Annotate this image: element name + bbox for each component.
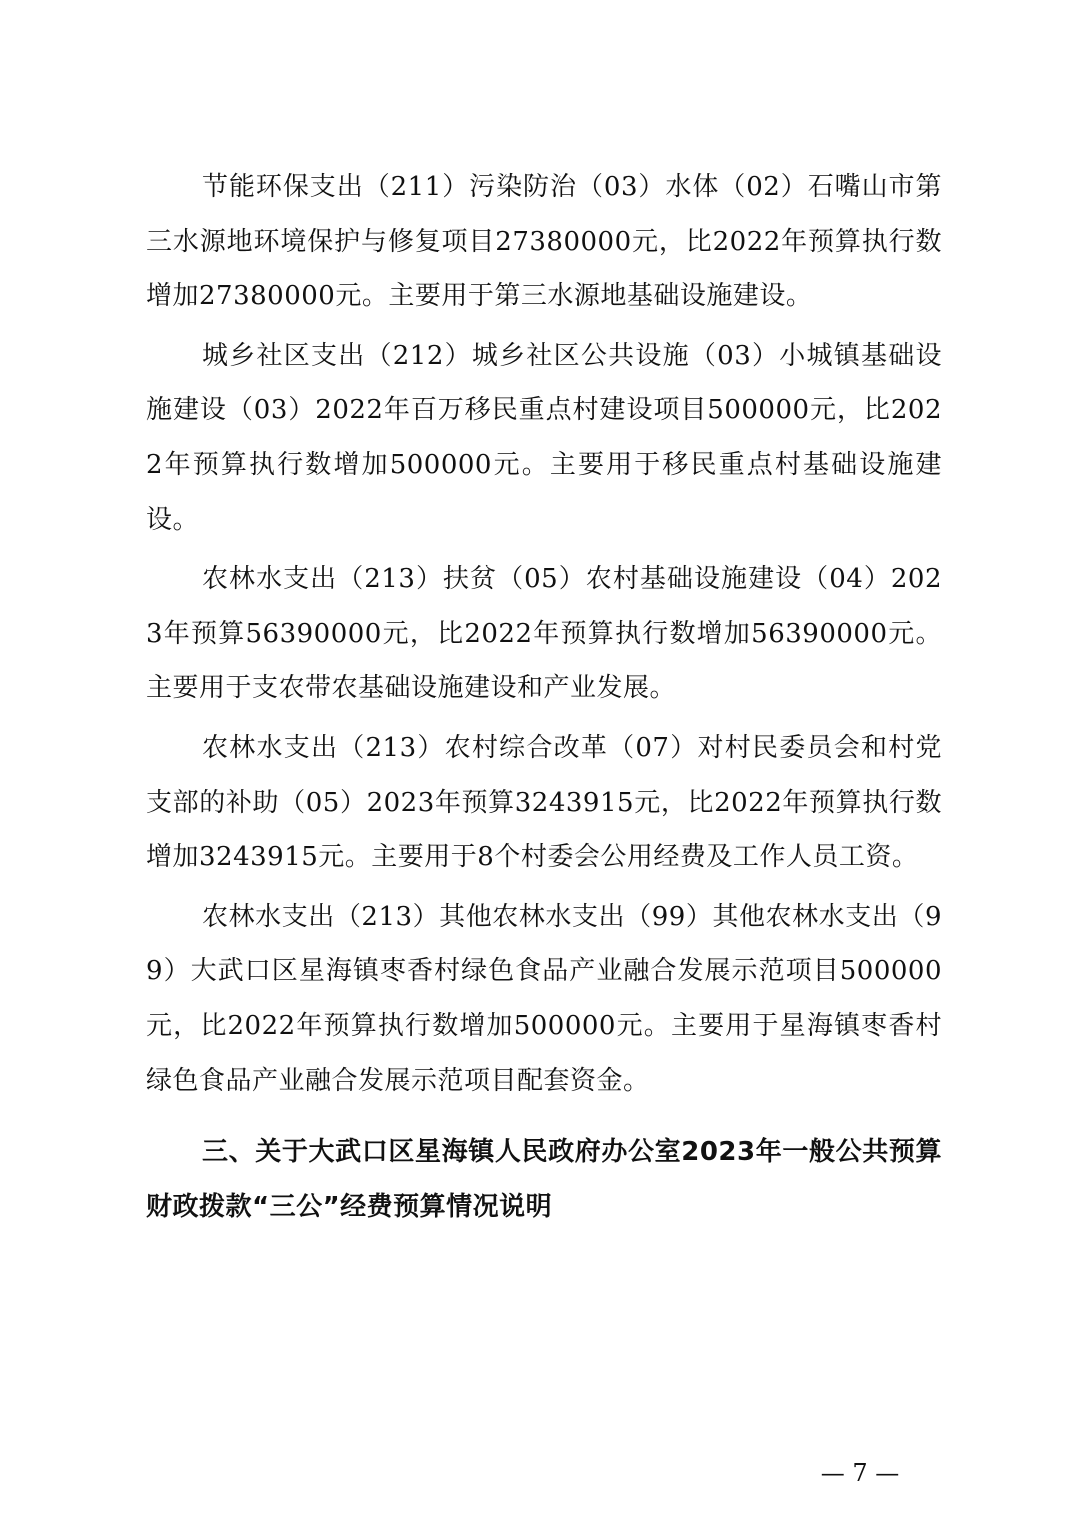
document-body (146, 160, 942, 1234)
section-heading: 三、关于大武口区星海镇人民政府办公室2023年一般公共预算财政拨款“三公”经费预算情况说明 (146, 1137, 942, 1222)
paragraph-agriculture-village-reform: 农林水支出（213）农村综合改革（07）对村民委员会和村党支部的补助（05）2023年预算3243915元，比2022年预算执行数增加3243915元。主要用于8个村委会公用经费及工作人员工资。 (146, 732, 942, 873)
paragraph-agriculture-poverty: 农林水支出（213）扶贫（05）农村基础设施建设（04）2023年预算56390000元，比2022年预算执行数增加56390000元。主要用于支农带农基础设施建设和产业发展。 (146, 564, 942, 704)
paragraph-urban-rural-community: 城乡社区支出（212）城乡社区公共设施（03）小城镇基础设施建设（03）2022年百万移民重点村建设项目500000元，比2022年预算执行数增加500000元。主要用于移民重点村基础设施建设。 (146, 340, 942, 535)
paragraph-agriculture-other: 农林水支出（213）其他农林水支出（99）其他农林水支出（99）大武口区星海镇枣香村绿色食品产业融合发展示范项目500000元，比2022年预算执行数增加500000元。主要用于星海镇枣香村绿色食品产业融合发展示范项目配套资金。 (146, 901, 942, 1096)
page-number: — 7 — (820, 1459, 900, 1487)
paragraph-energy-environment: 节能环保支出（211）污染防治（03）水体（02）石嘴山市第三水源地环境保护与修复项目27380000元，比2022年预算执行数增加27380000元。主要用于第三水源地基础设施建设。 (146, 172, 942, 312)
